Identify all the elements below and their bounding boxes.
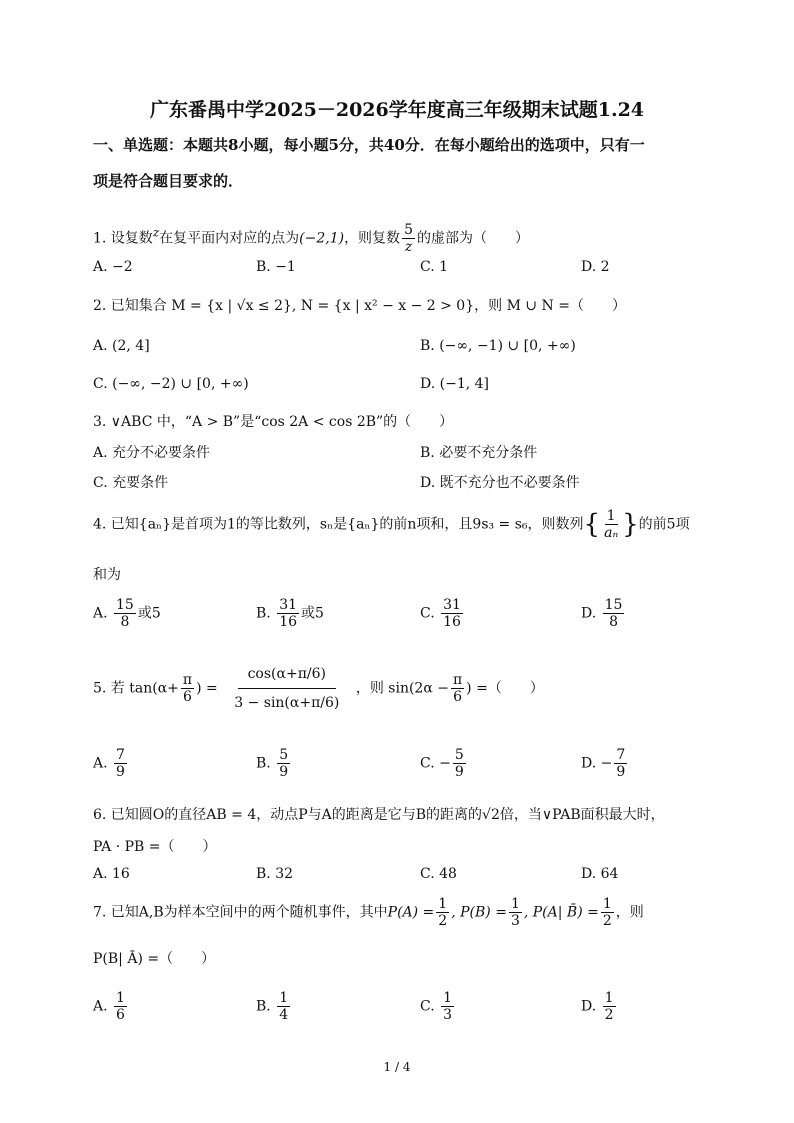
q6-option-b[interactable]: B. 32 <box>256 866 294 882</box>
question-3: 3. ∨ABC 中，“A > B”是“cos 2A < cos 2B”的（ ） <box>93 414 454 430</box>
q7-pab: , P(A| B̄) = <box>523 904 599 921</box>
q1-fraction <box>402 222 415 255</box>
q1-text: ，则复数 <box>344 230 401 247</box>
option-fraction <box>614 747 627 780</box>
q5-num: cos(α+π/6) <box>238 660 336 689</box>
q3-option-d[interactable]: D. 既不充分也不必要条件 <box>420 475 580 491</box>
option-tail: 或5 <box>301 605 324 622</box>
q7-pa: P(A) = <box>387 904 435 921</box>
option-fraction <box>441 597 463 630</box>
option-fraction <box>441 990 454 1023</box>
q3-option-b[interactable]: B. 必要不充分条件 <box>420 445 538 461</box>
option-label: A. <box>93 998 108 1015</box>
option-num: 1 <box>279 990 289 1006</box>
q5-pi-fraction-2 <box>451 672 464 705</box>
num: 1 <box>602 896 612 912</box>
q7-text: 7. 已知A,B为样本空间中的两个随机事件，其中 <box>93 904 388 921</box>
q5-text: ) = <box>196 680 218 697</box>
q4-num: 1 <box>606 508 616 524</box>
q6-option-c[interactable]: C. 48 <box>420 866 457 882</box>
option-num: 7 <box>616 747 626 763</box>
option-label: B. <box>256 755 271 772</box>
option-label: A. <box>93 755 108 772</box>
option-label: C. <box>420 755 435 772</box>
option-label: D. <box>581 998 597 1015</box>
option-den: 9 <box>116 764 125 781</box>
question-2: 2. 已知集合 M = {x | √x ≤ 2}, N = {x | x² − x − 2 > 0}，则 M ∪ N =（ ） <box>93 298 626 314</box>
q5-text: 5. 若 tan(α+ <box>93 680 179 697</box>
q1-point: (−2,1) <box>299 230 345 247</box>
option-den: 16 <box>443 614 461 631</box>
q5-option-b[interactable] <box>256 747 292 780</box>
option-den: 8 <box>609 614 619 631</box>
option-num: 5 <box>454 747 464 763</box>
q7-option-c[interactable] <box>420 990 456 1023</box>
q5-option-c[interactable] <box>420 747 468 780</box>
q5-pi-fraction <box>181 672 194 705</box>
section-heading-cont: 项是符合题目要求的． <box>93 172 244 190</box>
q1-text: 1. 设复数 <box>93 230 153 247</box>
den: 2 <box>438 913 448 930</box>
option-den: 9 <box>279 764 289 781</box>
q1-option-c[interactable]: C. 1 <box>420 259 449 275</box>
q1-num: 5 <box>404 222 413 238</box>
q7-option-d[interactable] <box>581 990 618 1023</box>
q5-option-a[interactable] <box>93 747 129 780</box>
option-fraction <box>114 747 127 780</box>
option-fraction <box>603 597 625 630</box>
q7-option-a[interactable] <box>93 990 129 1023</box>
option-num: 15 <box>116 597 134 613</box>
num: 1 <box>438 896 448 912</box>
option-fraction <box>114 990 127 1023</box>
option-label: B. <box>256 998 271 1015</box>
option-den: 4 <box>279 1007 289 1024</box>
q7-pb: , P(B) = <box>451 904 507 921</box>
option-fraction <box>453 747 466 780</box>
q4-text: 的前5项 <box>638 516 690 533</box>
q7-frac-c <box>601 896 614 929</box>
q1-var: z <box>152 225 160 240</box>
option-num: 1 <box>116 990 125 1006</box>
num: 1 <box>510 896 520 912</box>
q6-option-a[interactable]: A. 16 <box>93 866 130 882</box>
option-fraction <box>277 747 290 780</box>
q1-den: z <box>404 239 413 256</box>
q5-option-d[interactable] <box>581 747 629 780</box>
option-den: 2 <box>604 1007 614 1024</box>
q4-continuation: 和为 <box>93 567 121 583</box>
q7-text: ，则 <box>615 904 644 921</box>
option-num: 31 <box>279 597 298 613</box>
option-num: 31 <box>443 597 461 613</box>
option-den: 8 <box>120 614 130 631</box>
q5-text: ) =（ ） <box>466 680 544 697</box>
q2-option-b[interactable]: B. (−∞, −1) ∪ [0, +∞) <box>420 338 576 354</box>
q4-option-d[interactable] <box>581 597 626 630</box>
q6-continuation: PA · PB =（ ） <box>93 839 217 855</box>
option-fraction <box>603 990 616 1023</box>
q1-option-d[interactable]: D. 2 <box>581 259 610 275</box>
option-den: 6 <box>116 1007 125 1024</box>
question-4 <box>93 508 690 541</box>
option-label: C. <box>420 605 435 622</box>
q7-frac-b <box>509 896 522 929</box>
option-num: 7 <box>116 747 125 763</box>
q2-option-a[interactable]: A. (2, 4] <box>93 338 150 354</box>
question-5 <box>93 660 544 717</box>
option-fraction <box>114 597 136 630</box>
q1-option-a[interactable]: A. −2 <box>93 259 133 275</box>
q1-option-b[interactable]: B. −1 <box>256 259 296 275</box>
option-sign: − <box>439 755 451 772</box>
brace-left: { <box>583 509 601 540</box>
q2-option-d[interactable]: D. (−1, 4] <box>420 376 489 392</box>
option-label: B. <box>256 605 271 622</box>
pi: π <box>182 672 193 688</box>
q4-option-b[interactable] <box>256 597 324 630</box>
q5-den: 3 − sin(α+π/6) <box>234 695 340 712</box>
option-label: A. <box>93 605 108 622</box>
option-num: 5 <box>279 747 289 763</box>
q4-option-a[interactable] <box>93 597 161 630</box>
question-7 <box>93 896 644 929</box>
q4-text: 4. 已知{aₙ}是首项为1的等比数列，sₙ是{aₙ}的前n项和，且9s₃ = s₆，则数列 <box>93 516 584 533</box>
q3-option-c[interactable]: C. 充要条件 <box>93 475 169 491</box>
den: 2 <box>602 913 612 930</box>
brace-right: } <box>622 509 639 540</box>
page-title: 广东番禺中学2025－2026学年度高三年级期末试题1.24 <box>149 99 645 121</box>
section-heading: 一、单选题：本题共8小题，每小题5分，共40分．在每小题给出的选项中，只有一 <box>93 136 645 154</box>
q7-continuation: P(B| Ā) =（ ） <box>93 951 216 967</box>
option-den: 16 <box>279 614 298 631</box>
option-num: 1 <box>604 990 614 1006</box>
q3-option-a[interactable]: A. 充分不必要条件 <box>93 445 211 461</box>
option-num: 1 <box>443 990 453 1006</box>
pi: π <box>452 672 463 688</box>
six: 6 <box>183 689 192 706</box>
q5-text: ，则 sin(2α − <box>355 680 449 697</box>
q7-frac-a <box>436 896 449 929</box>
option-label: D. <box>581 605 597 622</box>
option-sign: − <box>600 755 613 772</box>
page-number: 1 / 4 <box>383 1060 411 1074</box>
question-1 <box>93 222 529 255</box>
six: 6 <box>453 689 463 706</box>
option-label: D. <box>581 755 597 772</box>
option-den: 3 <box>443 1007 453 1024</box>
den: 3 <box>510 913 520 930</box>
q1-text: 在复平面内对应的点为 <box>159 230 300 247</box>
option-label: C. <box>420 998 435 1015</box>
option-tail: 或5 <box>137 605 161 622</box>
q4-option-c[interactable] <box>420 597 465 630</box>
q1-text: 的虚部为（ ） <box>416 230 529 247</box>
q2-option-c[interactable]: C. (−∞, −2) ∪ [0, +∞) <box>93 376 249 392</box>
option-fraction <box>277 990 290 1023</box>
option-den: 9 <box>454 764 464 781</box>
question-6: 6. 已知圆O的直径AB = 4，动点P与A的距离是它与B的距离的√2倍，当∨PAB面积最大时， <box>93 807 665 823</box>
q6-option-d[interactable]: D. 64 <box>581 866 619 882</box>
option-den: 9 <box>616 764 626 781</box>
q7-option-b[interactable] <box>256 990 292 1023</box>
q5-main-fraction <box>224 660 349 717</box>
option-num: 15 <box>604 597 623 613</box>
option-fraction <box>277 597 299 630</box>
q4-den: aₙ <box>604 525 619 542</box>
q4-fraction <box>602 508 620 541</box>
